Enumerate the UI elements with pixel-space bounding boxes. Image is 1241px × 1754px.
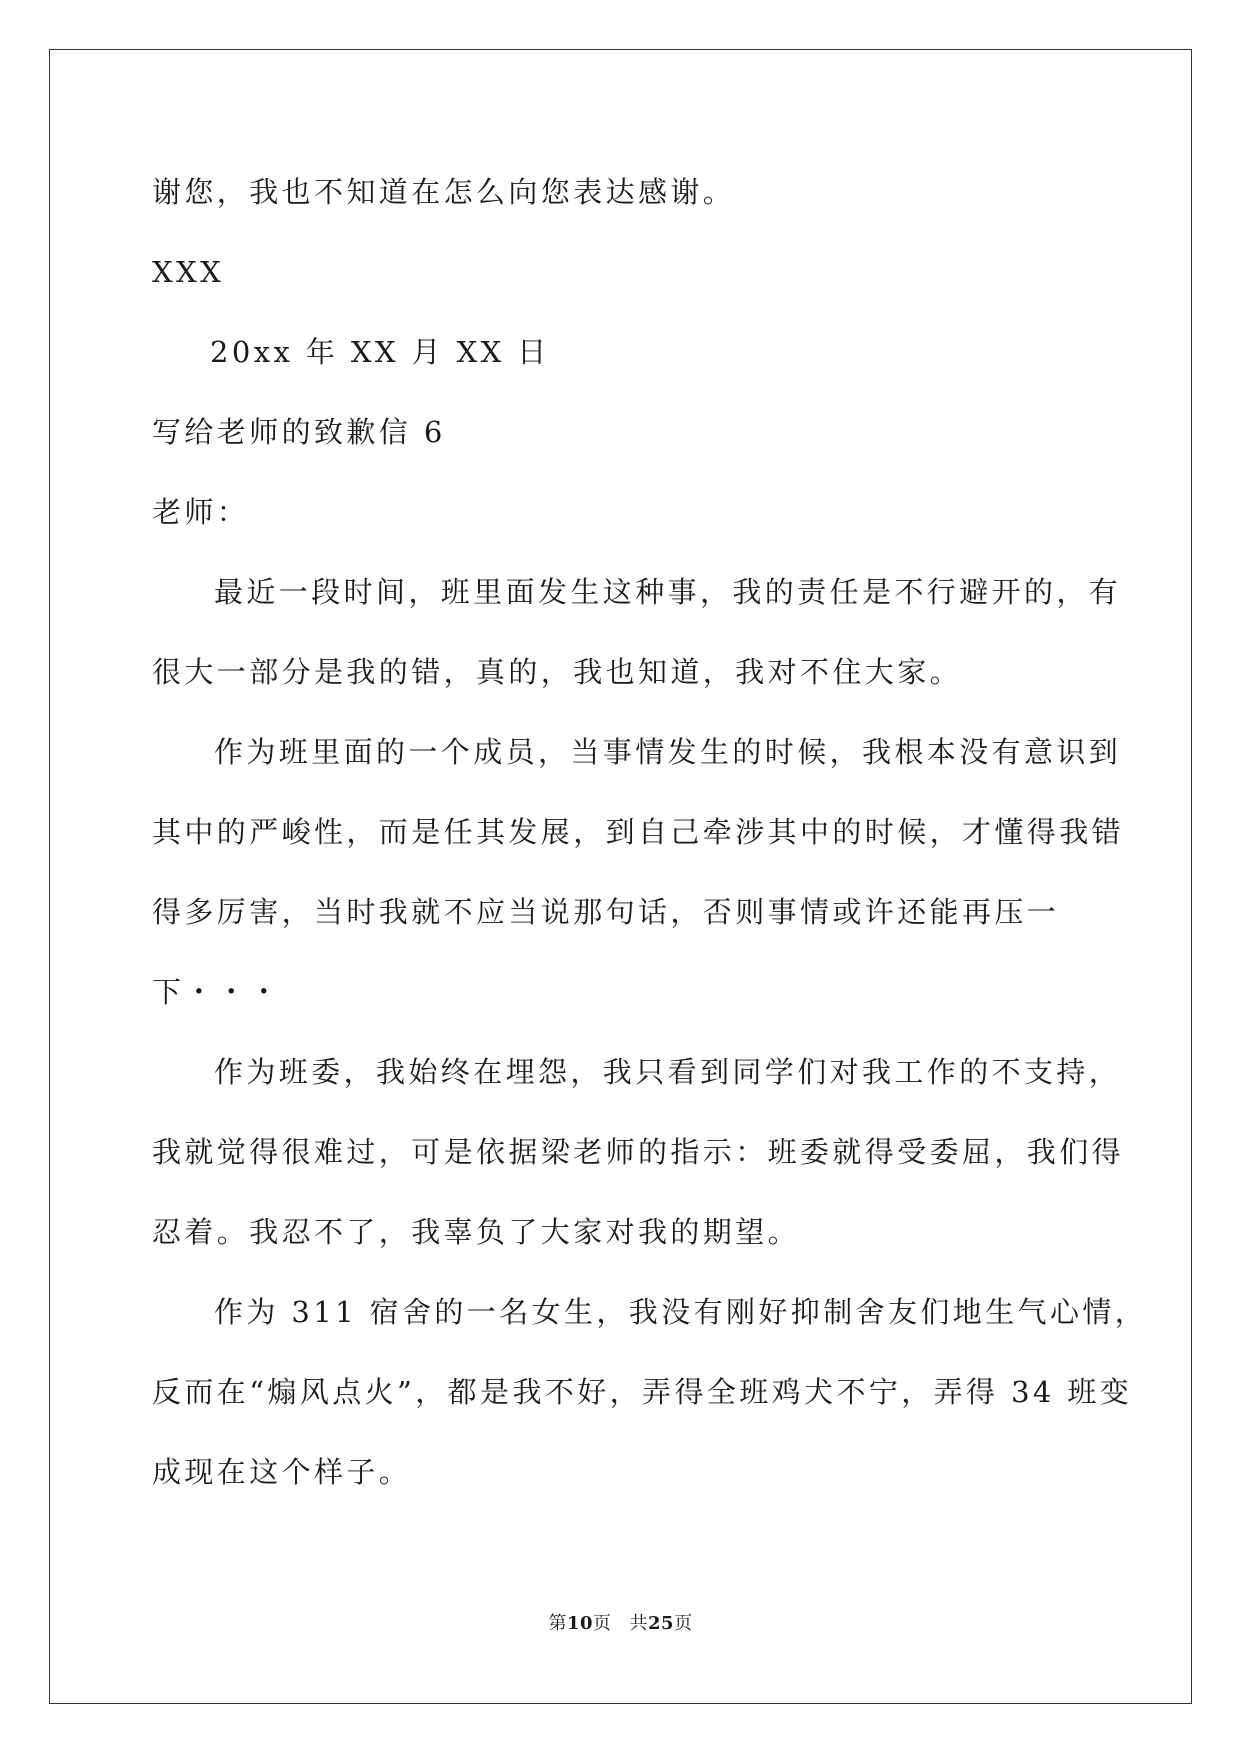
letter-title: 写给老师的致歉信 6 (152, 415, 446, 449)
paragraph-line: 反而在“煽风点火”，都是我不好，弄得全班鸡犬不宁，弄得 34 班变 (152, 1375, 1133, 1409)
salutation: 老师： (152, 495, 250, 529)
page-footer (0, 1612, 1241, 1636)
paragraph-line: 作为 311 宿舍的一名女生，我没有刚好抑制舍友们地生气心情， (214, 1295, 1148, 1329)
page-current: 10 (566, 1613, 593, 1634)
paragraph-line: 我就觉得很难过，可是依据梁老师的指示：班委就得受委屈，我们得 (152, 1135, 1125, 1169)
paragraph-line: 下・・・ (152, 975, 282, 1009)
signature-name: XXX (152, 255, 225, 289)
paragraph-line: 作为班委，我始终在埋怨，我只看到同学们对我工作的不支持， (214, 1055, 1122, 1089)
signature-date: 20xx 年 XX 月 XX 日 (210, 335, 550, 369)
paragraph-line: 很大一部分是我的错，真的，我也知道，我对不住大家。 (152, 655, 963, 689)
paragraph-line: 成现在这个样子。 (152, 1455, 412, 1489)
page-total: 25 (648, 1613, 675, 1634)
paragraph-line: 谢您，我也不知道在怎么向您表达感谢。 (152, 175, 736, 209)
total-suffix: 页 (674, 1613, 693, 1634)
paragraph-line: 作为班里面的一个成员，当事情发生的时候，我根本没有意识到 (214, 735, 1122, 769)
total-prefix: 共 (629, 1613, 648, 1634)
page-prefix: 第 (548, 1613, 567, 1634)
paragraph-line: 最近一段时间，班里面发生这种事，我的责任是不行避开的，有 (214, 575, 1122, 609)
page-suffix: 页 (593, 1613, 612, 1634)
paragraph-line: 其中的严峻性，而是任其发展，到自己牵涉其中的时候，才懂得我错 (152, 815, 1125, 849)
paragraph-line: 得多厉害，当时我就不应当说那句话，否则事情或许还能再压一 (152, 895, 1060, 929)
paragraph-line: 忍着。我忍不了，我辜负了大家对我的期望。 (152, 1215, 801, 1249)
